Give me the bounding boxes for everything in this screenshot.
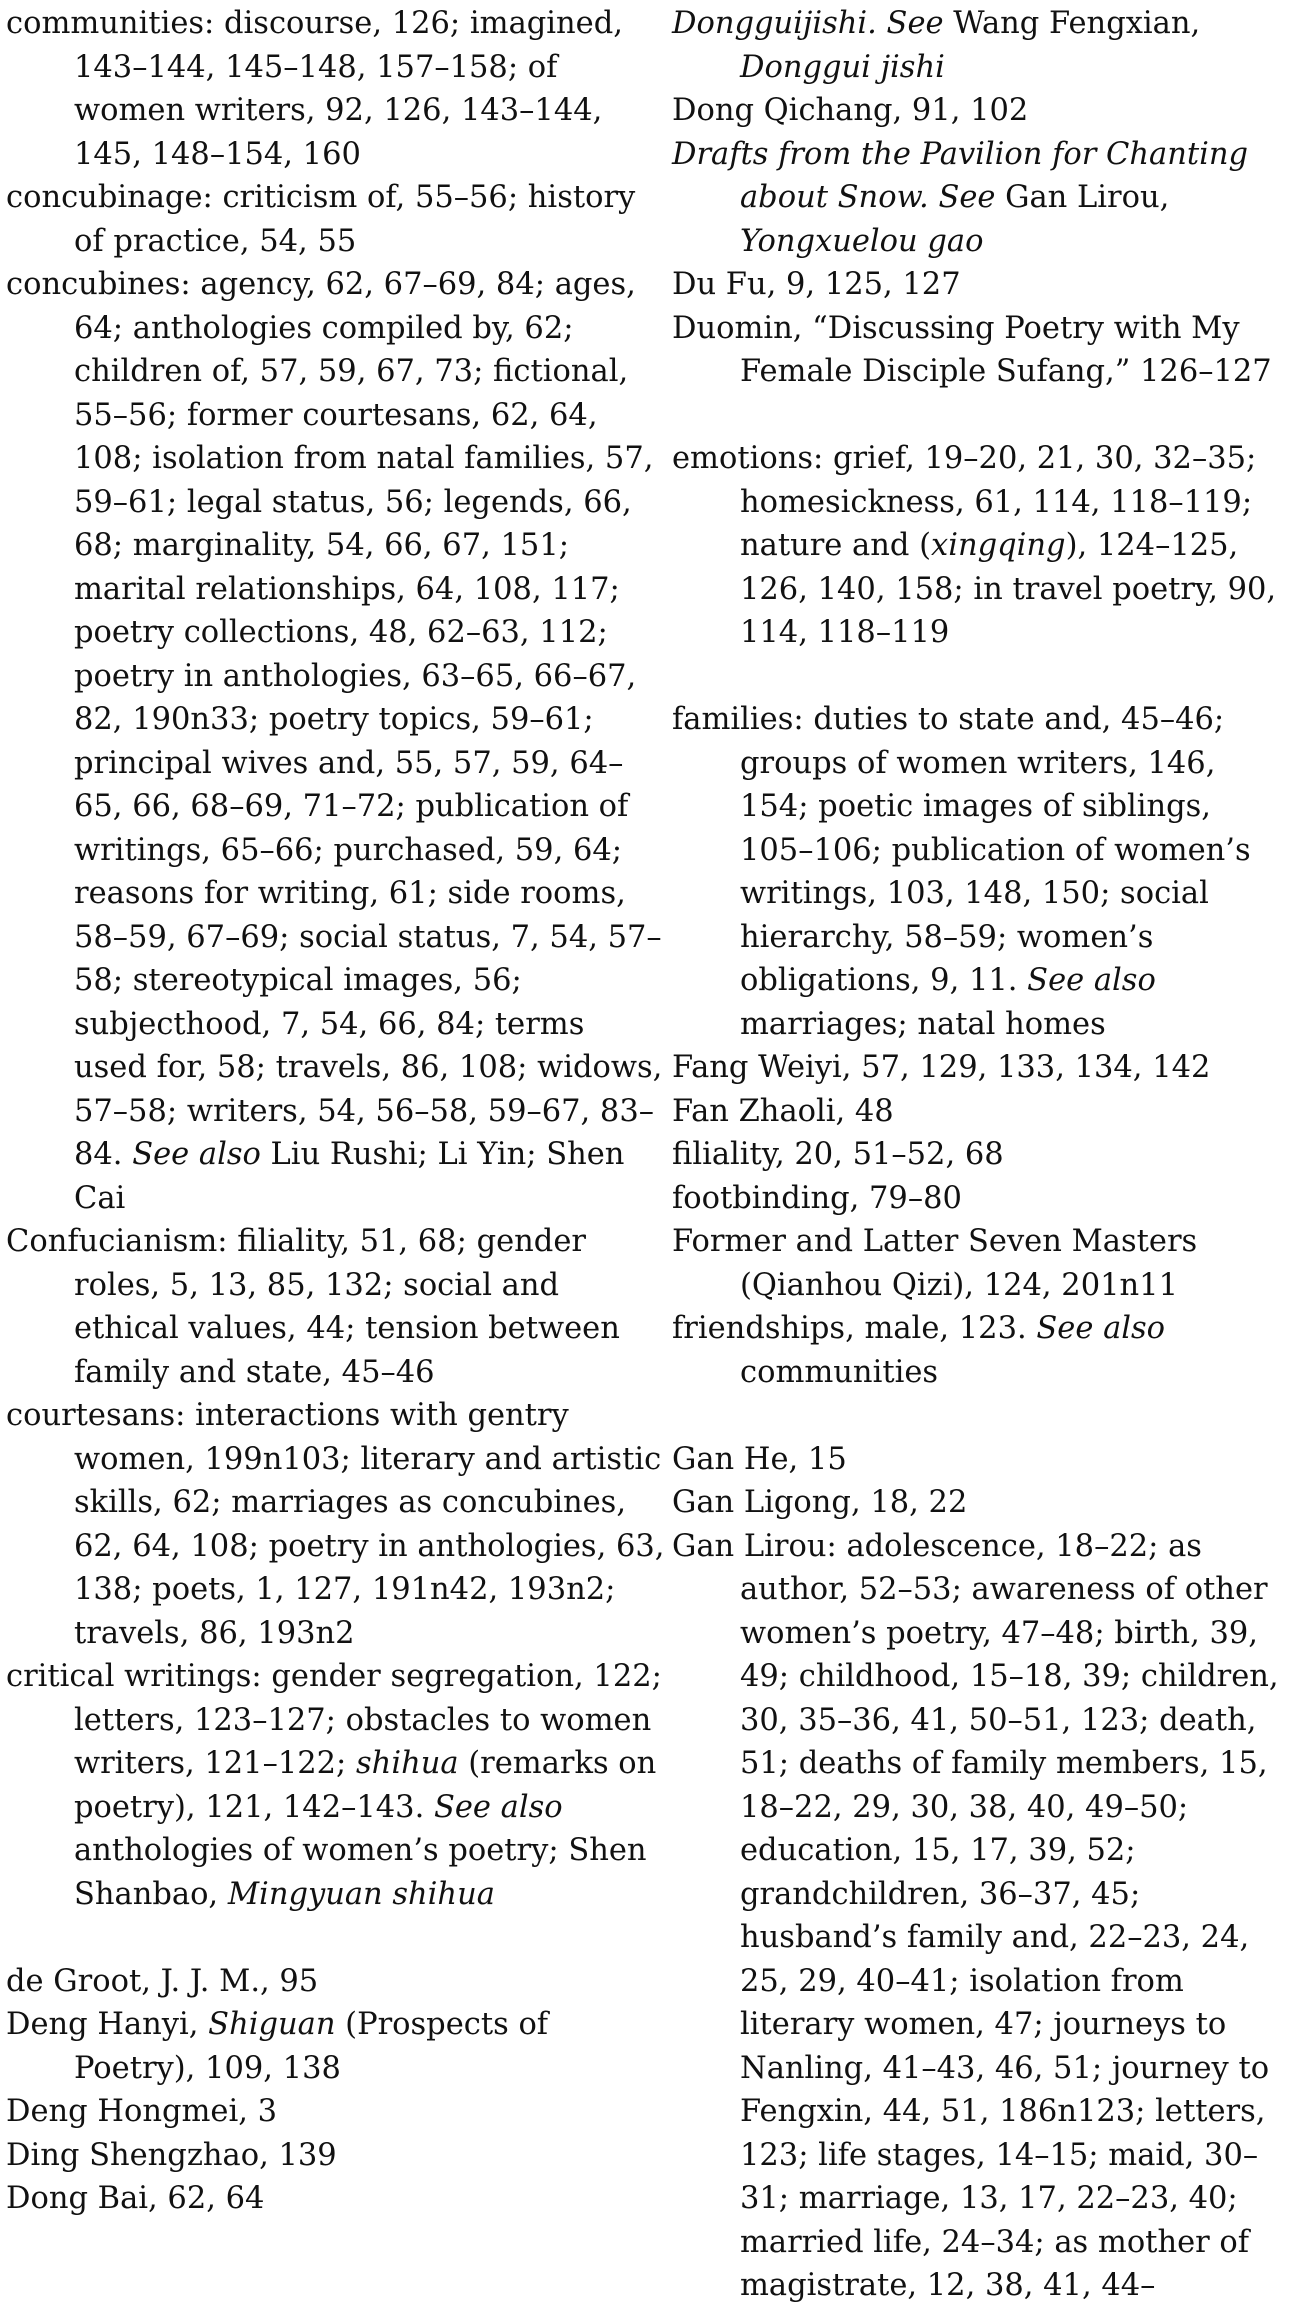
index-entry — [6, 1655, 666, 1916]
index-entry — [6, 1960, 666, 2004]
index-entry — [6, 2134, 666, 2178]
index-entry-text: Gan Ligong, 18, 22 — [672, 1485, 968, 1520]
index-entry-text: Dong Qichang, 91, 102 — [672, 93, 1029, 128]
index-entry-text: friendships, male, 123. — [672, 1311, 1037, 1346]
index-entry-text: anthologies of women’s poetry; Shen Shanbao, — [74, 1833, 647, 1912]
index-entry — [672, 2, 1292, 89]
index-entry — [672, 1438, 1292, 1482]
index-entry-text: Liu Rushi; Li Yin; Shen Cai — [74, 1137, 625, 1216]
index-entry-text: emotions: grief, 19–20, 21, 30, 32–35; homesickness, 61, 114, 118–119; nature and ( — [672, 441, 1257, 563]
index-entry-text: communities: discourse, 126; imagined, 143–144, 145–148, 157–158; of women writers, 92, 126, 143–144, 145, 148–154, 160 — [6, 6, 623, 172]
index-entry-text: Ding Shengzhao, 139 — [6, 2137, 337, 2173]
index-entry — [672, 1525, 1292, 2308]
index-entry-italic-text: Yongxuelou gao — [740, 223, 984, 259]
index-entry-text: Fang Weiyi, 57, 129, 133, 134, 142 — [672, 1050, 1211, 1085]
index-entry-text: Fan Zhaoli, 48 — [672, 1093, 894, 1129]
index-entry — [672, 1481, 1292, 1525]
index-entry — [6, 263, 666, 1220]
index-entry — [6, 176, 666, 263]
index-entry-italic-text: Dongguijishi. See — [672, 6, 944, 41]
index-entry-text: Former and Latter Seven Masters (Qianhou Qizi), 124, 201n11 — [672, 1224, 1198, 1303]
index-entry-text: Gan Lirou, — [995, 180, 1170, 215]
index-entry-text: Du Fu, 9, 125, 127 — [672, 267, 961, 302]
index-entry-italic-text: See also — [132, 1137, 261, 1172]
index-entry — [6, 2177, 666, 2221]
index-entry — [6, 2003, 666, 2090]
index-entry — [672, 1133, 1292, 1177]
index-entry-text: (remarks on poetry), 121, 142–143. — [74, 1746, 657, 1825]
index-entry-text: communities — [740, 1354, 939, 1390]
index-entry-italic-text: shihua — [356, 1746, 459, 1781]
index-entry-italic-text: xingqing — [931, 528, 1066, 563]
index-entry — [672, 89, 1292, 133]
index-entry-italic-text: See also — [1027, 963, 1156, 998]
index-entry — [672, 1307, 1292, 1394]
index-entry-text: Dong Bai, 62, 64 — [6, 2181, 265, 2216]
index-entry — [672, 1177, 1292, 1221]
index-entry-text: Gan Lirou: adolescence, 18–22; as author, 52–53; awareness of other women’s poetry, 47–48; birth, 39, 49; childhood, 15–18, 39; children, 30, 35–36, 41, 50–51, 123; death, 51; deaths of family members, 15, 18–22, 29, 30, 38, 40, 49–50; education, 15, 17, 39, 52; grandchildren, 36–37, 45; husband’s family and, 22–23, 24, 25, 29, 40–41; isolation from literary women, 47; journeys to Nanling, 41–43, 46, 51; journey to Fengxin, 44, 51, 186n123; letters, 123; life stages, 14–15; maid, 30–31; marriage, 13, 17, 22–23, 40; married life, 24–34; as mother of magistrate, 12, 38, 41, 44– — [672, 1528, 1279, 2303]
index-entry — [6, 2090, 666, 2134]
index-entry-text: courtesans: interactions with gentry women, 199n103; literary and artistic skills, 62; marriages as concubines, 62, 64, 108; poetry in anthologies, 63, 138; poets, 1, 127, 191n42, 193n2; travels, 86, 193n2 — [6, 1398, 665, 1651]
index-entry-text: de Groot, J. J. M., 95 — [6, 1963, 319, 1999]
index-entry-italic-text: Donggui jishi — [740, 49, 945, 85]
index-entry — [672, 307, 1292, 394]
index-entry — [672, 1090, 1292, 1134]
index-entry-italic-text: See also — [1036, 1311, 1166, 1346]
index-entry-text: Gan He, 15 — [672, 1441, 847, 1477]
index-entry-text: Wang Fengxian, — [943, 6, 1201, 41]
index-entry-text: Deng Hongmei, 3 — [6, 2094, 278, 2129]
index-column-left — [6, 2, 666, 2221]
index-entry — [672, 133, 1292, 264]
index-entry-text: marriages; natal homes — [740, 1006, 1106, 1042]
index-entry-text: Deng Hanyi, — [6, 2007, 209, 2042]
index-entry-text: filiality, 20, 51–52, 68 — [672, 1137, 1004, 1172]
index-entry — [672, 1046, 1292, 1090]
index-entry-text: families: duties to state and, 45–46; groups of women writers, 146, 154; poetic images of siblings, 105–106; publication of women’s writings, 103, 148, 150; social hierarchy, 58–59; women’s obligations, 9, 11. — [672, 702, 1251, 998]
index-entry-italic-text: Shiguan — [208, 2007, 336, 2042]
index-entry — [6, 2, 666, 176]
index-entry-text: footbinding, 79–80 — [672, 1180, 962, 1216]
index-entry-text: concubines: agency, 62, 67–69, 84; ages, 64; anthologies compiled by, 62; children of, 57, 59, 67, 73; fictional, 55–56; former courtesans, 62, 64, 108; isolation from natal families, 57, 59–61; legal status, 56; legends, 66, 68; marginality, 54, 66, 67, 151; marital relationships, 64, 108, 117; poetry collections, 48, 62–63, 112; poetry in anthologies, 63–65, 66–67, 82, 190n33; poetry topics, 59–61; principal wives and, 55, 57, 59, 64–65, 66, 68–69, 71–72; publication of writings, 65–66; purchased, 59, 64; reasons for writing, 61; side rooms, 58–59, 67–69; social status, 7, 54, 57–58; stereotypical images, 56; subjecthood, 7, 54, 66, 84; terms used for, 58; travels, 86, 108; widows, 57–58; writers, 54, 56–58, 59–67, 83–84. — [6, 267, 663, 1172]
index-entry — [6, 1220, 666, 1394]
index-entry-italic-text: Drafts from the Pavilion for Chanting about Snow. See — [672, 136, 1249, 215]
index-entry-italic-text: Mingyuan shihua — [227, 1876, 495, 1912]
index-column-right — [672, 2, 1292, 2308]
index-entry — [672, 263, 1292, 307]
index-entry-text: critical writings: gender segregation, 122; letters, 123–127; obstacles to women writers, 121–122; — [6, 1659, 662, 1781]
index-entry — [672, 1220, 1292, 1307]
index-entry-italic-text: See also — [433, 1789, 563, 1825]
index-entry-text: Confucianism: filiality, 51, 68; gender roles, 5, 13, 85, 132; social and ethical values, 44; tension between family and state, 45–46 — [6, 1224, 620, 1390]
index-entry-text: Duomin, “Discussing Poetry with My Female Disciple Sufang,” 126–127 — [672, 310, 1272, 389]
index-entry — [672, 698, 1292, 1046]
index-entry-text: (Prospects of Poetry), 109, 138 — [74, 2007, 549, 2086]
index-entry-text: ), 124–125, 126, 140, 158; in travel poetry, 90, 114, 118–119 — [740, 528, 1277, 650]
index-entry — [6, 1394, 666, 1655]
index-entry-text: concubinage: criticism of, 55–56; history of practice, 54, 55 — [6, 180, 636, 259]
index-entry — [672, 437, 1292, 655]
